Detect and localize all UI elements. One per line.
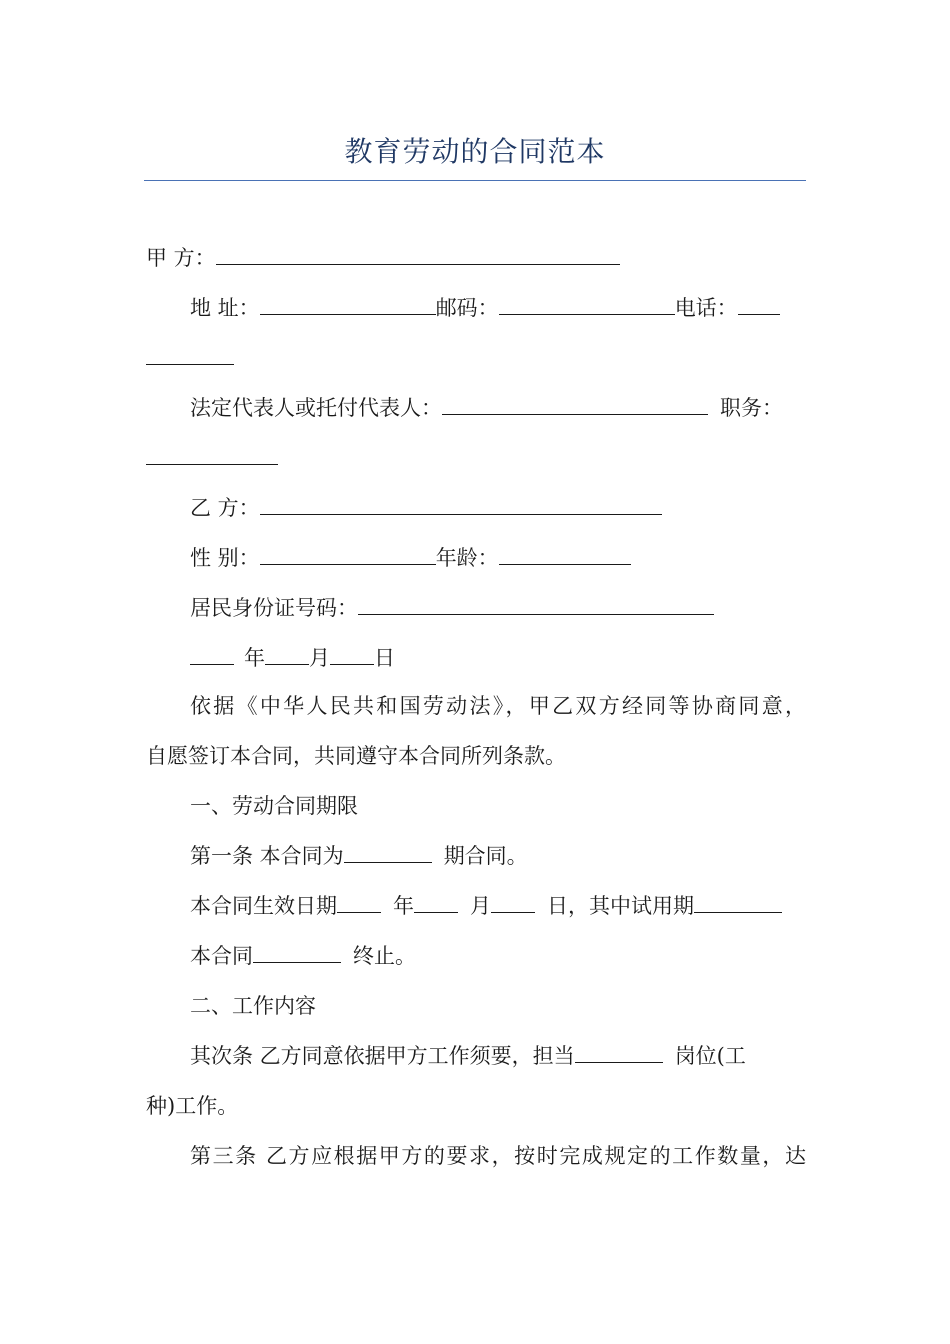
phone-label: 电话：: [674, 296, 738, 320]
termination-blank[interactable]: [253, 942, 341, 963]
effective-month-blank[interactable]: [414, 892, 458, 913]
address-blank[interactable]: [260, 294, 436, 315]
section-heading-term: 一、劳动合同期限: [190, 794, 358, 818]
article-2-row: [190, 1040, 850, 1072]
title-underline: [144, 180, 806, 181]
effective-year-blank[interactable]: [337, 892, 381, 913]
postcode-label: 邮码：: [435, 296, 499, 320]
position-blank[interactable]: [146, 444, 278, 465]
party-b-row: [190, 492, 850, 524]
termination-prefix: 本合同: [190, 944, 253, 968]
section-heading-work: 二、工作内容: [190, 994, 316, 1018]
article-2-prefix: 其次条 乙方同意依据甲方工作须要，担当: [190, 1044, 575, 1068]
effective-year-label: 年: [393, 894, 414, 918]
article-1-prefix: 第一条 本合同为: [190, 844, 344, 868]
gender-blank[interactable]: [260, 544, 436, 565]
date-day-label: 日: [374, 646, 395, 670]
article-1-row: [190, 840, 850, 872]
party-b-label: 乙 方：: [190, 496, 260, 520]
article-2-suffix: 岗位(工: [674, 1044, 746, 1068]
date-day-blank[interactable]: [330, 644, 374, 665]
phone-blank-start[interactable]: [738, 294, 780, 315]
address-label: 地 址：: [190, 296, 260, 320]
phone-blank-end[interactable]: [146, 344, 234, 365]
gender-row: [190, 542, 850, 574]
intro-paragraph-line1: 依据《中华人民共和国劳动法》，甲乙双方经同等协商同意，: [190, 694, 806, 718]
date-year-label: 年: [244, 646, 265, 670]
gender-label: 性 别：: [190, 546, 260, 570]
representative-row: [190, 392, 850, 424]
age-label: 年龄：: [435, 546, 499, 570]
effective-day-blank[interactable]: [491, 892, 535, 913]
effective-month-label: 月: [470, 894, 491, 918]
effective-prefix: 本合同生效日期: [190, 894, 337, 918]
effective-day-probation-label: 日，其中试用期: [547, 894, 694, 918]
representative-blank[interactable]: [442, 394, 708, 415]
article-3-line1: 第三条 乙方应根据甲方的要求，按时完成规定的工作数量，达: [190, 1144, 806, 1168]
termination-suffix: 终止。: [353, 944, 416, 968]
id-label: 居民身份证号码：: [190, 596, 358, 620]
document-title: 教育劳动的合同范本: [344, 135, 606, 168]
date-row: [190, 642, 850, 674]
date-month-blank[interactable]: [265, 644, 309, 665]
effective-date-row: [190, 890, 850, 922]
article-2-continuation: 种)工作。: [146, 1094, 239, 1118]
party-b-blank[interactable]: [260, 494, 662, 515]
party-a-label: 甲 方：: [146, 246, 216, 270]
probation-blank[interactable]: [694, 892, 782, 913]
party-a-blank[interactable]: [216, 244, 620, 265]
id-blank[interactable]: [358, 594, 714, 615]
phone-continuation-row: [146, 342, 806, 374]
article-2-blank[interactable]: [575, 1042, 663, 1063]
representative-label: 法定代表人或托付代表人：: [190, 396, 442, 420]
date-year-blank[interactable]: [190, 644, 234, 665]
address-row: [190, 292, 850, 324]
party-a-row: [146, 242, 806, 274]
position-label: 职务：: [720, 396, 783, 420]
position-continuation-row: [146, 442, 806, 474]
article-1-blank[interactable]: [344, 842, 432, 863]
age-blank[interactable]: [499, 544, 631, 565]
article-1-suffix: 期合同。: [443, 844, 528, 868]
termination-row: [190, 940, 850, 972]
intro-paragraph-line2: 自愿签订本合同，共同遵守本合同所列条款。: [146, 744, 566, 768]
date-month-label: 月: [309, 646, 330, 670]
id-row: [190, 592, 850, 624]
postcode-blank[interactable]: [499, 294, 675, 315]
